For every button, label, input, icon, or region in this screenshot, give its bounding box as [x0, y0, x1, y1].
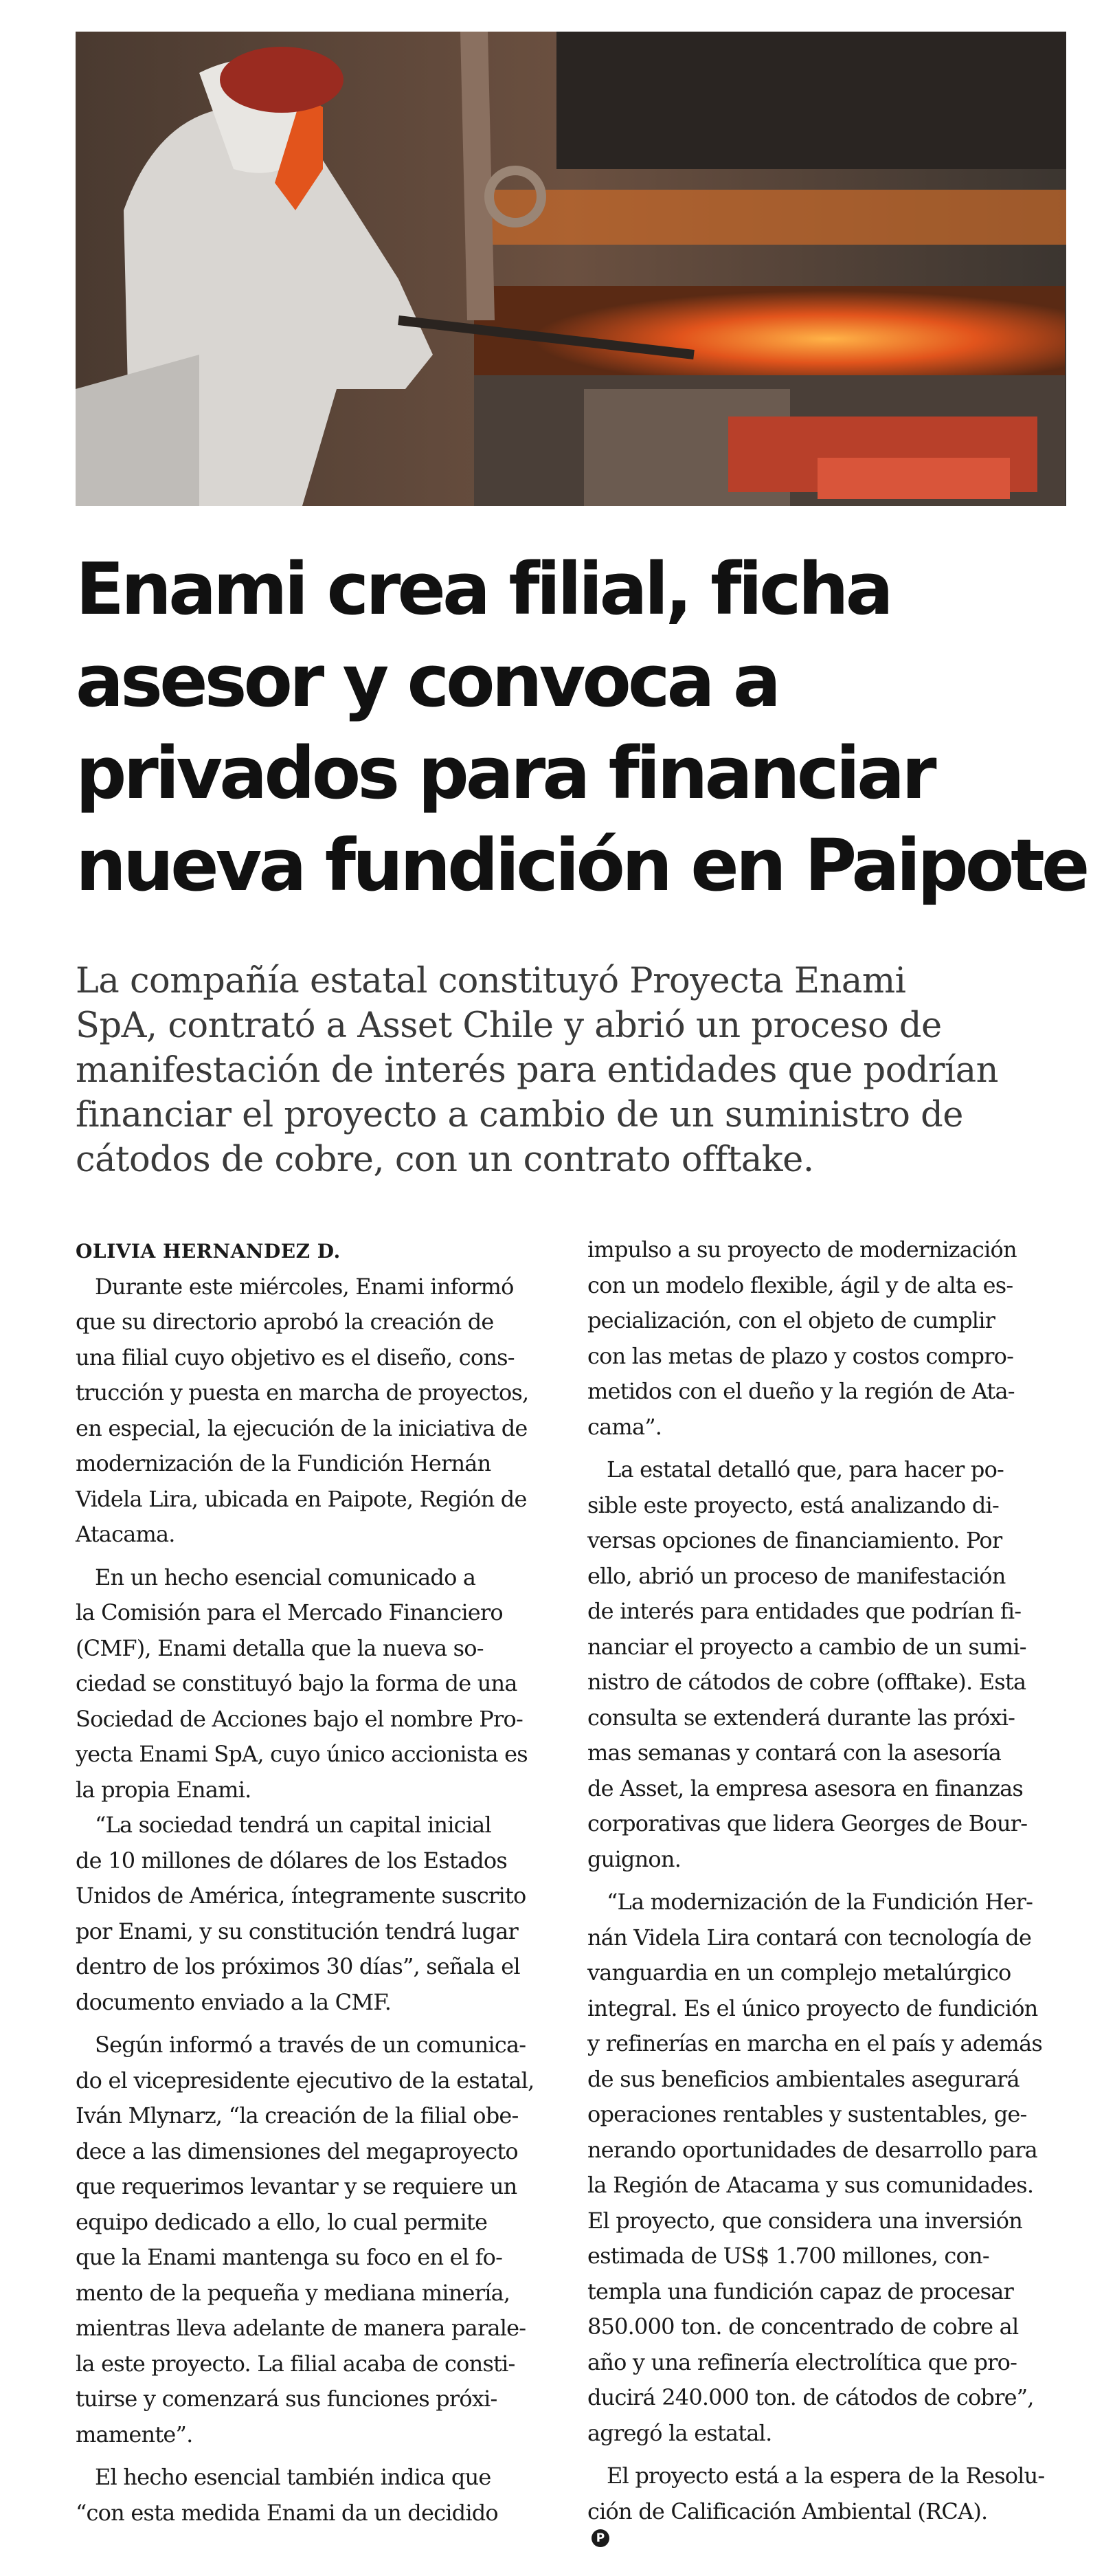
byline: OLIVIA HERNANDEZ D.: [76, 1240, 341, 1263]
body-line: dece a las dimensiones del megaproyecto: [76, 2138, 518, 2164]
body-line: la Región de Atacama y sus comunidades.: [587, 2172, 1034, 2198]
body-line: templa una fundición capaz de procesar: [587, 2278, 1014, 2305]
body-line: impulso a su proyecto de modernización: [587, 1236, 1017, 1263]
body-line: ducirá 240.000 ton. de cátodos de cobre”,: [587, 2384, 1034, 2410]
smelter-worker-photo: [76, 32, 1066, 506]
body-line: consulta se extenderá durante las próxi-: [587, 1704, 1015, 1731]
deck-line: cátodos de cobre, con un contrato offtake.: [76, 1140, 814, 1180]
body-line: de 10 millones de dólares de los Estados: [76, 1847, 508, 1874]
body-line: en especial, la ejecución de la iniciativa de: [76, 1414, 528, 1441]
body-line: 850.000 ton. de concentrado de cobre al: [587, 2313, 1019, 2340]
body-line: Atacama.: [76, 1521, 175, 1547]
headline-line: privados para financiar: [76, 731, 934, 815]
body-line: estimada de US$ 1.700 millones, con-: [587, 2243, 989, 2269]
deck-line: manifestación de interés para entidades que podrían: [76, 1050, 998, 1091]
body-line: pecialización, con el objeto de cumplir: [587, 1307, 995, 1333]
body-line: En un hecho esencial comunicado a: [95, 1564, 476, 1590]
body-line: mamente”.: [76, 2421, 193, 2447]
body-line: que requerimos levantar y se requiere un: [76, 2173, 517, 2199]
body-line: metidos con el dueño y la región de Ata-: [587, 1378, 1015, 1404]
body-line: Unidos de América, íntegramente suscrito: [76, 1883, 526, 1909]
headline-line: Enami crea filial, ficha: [76, 547, 890, 631]
deck-line: La compañía estatal constituyó Proyecta Enami: [76, 961, 906, 1001]
body-line: El hecho esencial también indica que: [95, 2464, 491, 2490]
deck-line: SpA, contrató a Asset Chile y abrió un proceso de: [76, 1006, 942, 1046]
body-line: mas semanas y contará con la asesoría: [587, 1740, 1002, 1766]
body-line: que su directorio aprobó la creación de: [76, 1309, 494, 1335]
body-line: la este proyecto. La filial acaba de consti-: [76, 2350, 515, 2377]
body-line: dentro de los próximos 30 días”, señala el: [76, 1953, 520, 1979]
body-line: sible este proyecto, está analizando di-: [587, 1491, 999, 1518]
body-line-text: ción de Calificación Ambiental (RCA).: [587, 2498, 988, 2524]
body-line: versas opciones de financiamiento. Por: [587, 1527, 1002, 1553]
body-line: Sociedad de Acciones bajo el nombre Pro-: [76, 1705, 523, 1732]
body-line: La estatal detalló que, para hacer po-: [607, 1456, 1004, 1483]
body-line: tuirse y comenzará sus funciones próxi-: [76, 2386, 497, 2412]
photo-illustration: [76, 32, 1066, 506]
body-line: con un modelo flexible, ágil y de alta es-: [587, 1272, 1013, 1298]
body-line: Durante este miércoles, Enami informó: [95, 1273, 514, 1300]
headline-line: nueva fundición en Paipote: [76, 823, 1087, 907]
body-line: El proyecto, que considera una inversión: [587, 2207, 1023, 2234]
headline: [76, 543, 1087, 911]
body-line: documento enviado a la CMF.: [76, 1988, 392, 2015]
deck-subtitle: [76, 959, 1079, 1182]
body-line: nán Videla Lira contará con tecnología de: [587, 1924, 1032, 1951]
body-line: modernización de la Fundición Hernán: [76, 1450, 491, 1476]
body-line: corporativas que lidera Georges de Bour-: [587, 1810, 1028, 1836]
body-line: nanciar el proyecto a cambio de un sumi-: [587, 1633, 1026, 1660]
body-line: de interés para entidades que podrían fi-: [587, 1598, 1022, 1624]
body-line: (CMF), Enami detalla que la nueva so-: [76, 1634, 484, 1661]
body-line: ciedad se constituyó bajo la forma de una: [76, 1670, 517, 1696]
body-line: mento de la pequeña y mediana minería,: [76, 2279, 510, 2306]
body-line: de Asset, la empresa asesora en finanzas: [587, 1775, 1023, 1801]
body-line: nistro de cátodos de cobre (offtake). Esta: [587, 1669, 1026, 1695]
body-line: trucción y puesta en marcha de proyectos,: [76, 1379, 529, 1406]
body-line: yecta Enami SpA, cuyo único accionista es: [76, 1741, 528, 1767]
headline-line: asesor y convoca a: [76, 639, 778, 723]
body-line: una filial cuyo objetivo es el diseño, cons-: [76, 1344, 515, 1370]
body-line: “La sociedad tendrá un capital inicial: [95, 1812, 491, 1838]
body-line: la propia Enami.: [76, 1776, 251, 1803]
end-mark-icon: P: [592, 2529, 609, 2547]
body-line: agregó la estatal.: [587, 2419, 772, 2446]
body-line: ello, abrió un proceso de manifestación: [587, 1562, 1006, 1589]
article-column-right: [587, 1232, 1068, 2547]
body-line: que la Enami mantenga su foco en el fo-: [76, 2244, 503, 2270]
body-line: Según informó a través de un comunica-: [95, 2032, 526, 2058]
body-line: año y una refinería electrolítica que pro-: [587, 2349, 1017, 2375]
body-line: Videla Lira, ubicada en Paipote, Región de: [76, 1485, 527, 1512]
article-column-left: [76, 1234, 556, 2531]
body-line: operaciones rentables y sustentables, ge-: [587, 2101, 1027, 2127]
body-line: El proyecto está a la espera de la Resolu-: [607, 2463, 1045, 2489]
deck-line: financiar el proyecto a cambio de un suministro de: [76, 1095, 963, 1135]
body-line: vanguardia en un complejo metalúrgico: [587, 1959, 1011, 1986]
body-line: de sus beneficios ambientales asegurará: [587, 2065, 1020, 2092]
body-line: integral. Es el único proyecto de fundición: [587, 1995, 1038, 2021]
body-line: Iván Mlynarz, “la creación de la filial obe-: [76, 2102, 519, 2129]
body-line: con las metas de plazo y costos compro-: [587, 1342, 1014, 1369]
body-line-last: [587, 2494, 1068, 2548]
body-line: do el vicepresidente ejecutivo de la estatal,: [76, 2067, 534, 2094]
body-line: y refinerías en marcha en el país y además: [587, 2030, 1042, 2056]
body-line: equipo dedicado a ello, lo cual permite: [76, 2208, 488, 2235]
body-line: guignon.: [587, 1845, 682, 1872]
body-line: “con esta medida Enami da un decidido: [76, 2499, 498, 2526]
body-line: la Comisión para el Mercado Financiero: [76, 1599, 503, 1625]
body-line: nerando oportunidades de desarrollo para: [587, 2136, 1037, 2163]
body-line: por Enami, y su constitución tendrá lugar: [76, 1918, 518, 1944]
body-line: mientras lleva adelante de manera parale-: [76, 2315, 526, 2341]
body-line: cama”.: [587, 1413, 662, 1440]
body-line: “La modernización de la Fundición Her-: [607, 1889, 1033, 1915]
